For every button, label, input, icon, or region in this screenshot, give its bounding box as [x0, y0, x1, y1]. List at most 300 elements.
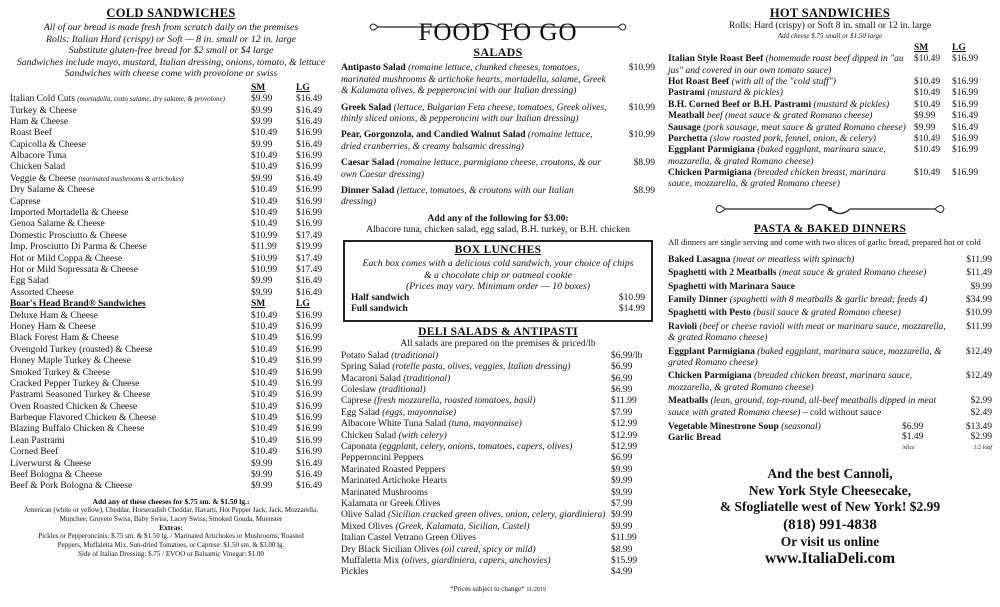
- pasta-item: [668, 282, 992, 293]
- item-name: Mixed Olives: [341, 521, 393, 532]
- lg-price: $16.49: [296, 276, 323, 287]
- meatballs-cold-price: $2.49: [970, 407, 992, 418]
- item-desc: (slow roasted pork, fennel, onion, & celery): [709, 133, 876, 144]
- deli-item: [341, 567, 655, 578]
- item-desc: (fresh mozzarella, roasted tomatoes, basil): [373, 396, 536, 407]
- item-desc: (with celery): [398, 430, 447, 441]
- item-label: [10, 174, 251, 185]
- lg-price: $16.99: [296, 162, 323, 173]
- cold-intro: [10, 22, 332, 80]
- item-name: Roast Beef: [10, 128, 52, 139]
- sm-price: $10.49: [251, 424, 278, 435]
- sm-label: SM: [251, 299, 266, 310]
- cold-sandwich-item: [10, 197, 332, 208]
- item-label: [341, 476, 611, 487]
- promo-line: & Sfogliatelle west of New York! $2.99: [719, 499, 941, 515]
- item-desc: (homemade roast beef dipped in "au jus" and covered in our own tomato sauce): [668, 54, 904, 76]
- item-name: Hot or Mild Coppa & Cheese: [10, 253, 123, 264]
- item-desc: (pork sausage, meat sauce & grated Romano cheese): [703, 122, 906, 133]
- sm-price: $10.49: [251, 162, 278, 173]
- cold-sandwich-item: [10, 219, 332, 230]
- sm-price: $10.49: [914, 88, 941, 99]
- promo-line: New York Style Cheesecake,: [748, 482, 912, 498]
- pasta-subtitle: All dinners are single serving and come with two slices of garlic bread, prepared hot or cold: [668, 236, 981, 247]
- item-label: [668, 88, 914, 99]
- sm-price: $10.49: [251, 435, 278, 446]
- meatballs-prices: [952, 396, 992, 419]
- cold-sandwich-item: [10, 254, 332, 265]
- item-name: Domestic Prosciutto & Cheese: [10, 230, 127, 241]
- cold-sandwich-item: [10, 242, 332, 253]
- lg-price: $16.99: [296, 208, 323, 219]
- box-lunches-box: [343, 240, 653, 321]
- boars-head-list: [10, 311, 332, 493]
- pasta-list: [668, 255, 992, 394]
- boars-head-item: [10, 424, 332, 435]
- item-price: $34.99: [965, 295, 992, 306]
- promo-line: And the best Cannoli,: [767, 466, 893, 482]
- sm-price: $10.49: [251, 128, 278, 139]
- deli-item: [341, 510, 655, 521]
- deli-item: [341, 431, 655, 442]
- item-name: Egg Salad: [10, 276, 49, 287]
- sm-price: $10.49: [251, 219, 278, 230]
- item-label: [341, 374, 611, 385]
- item-name: Muffaletta Mix: [341, 555, 400, 566]
- lg-label: LG: [296, 299, 310, 310]
- garlic-bread-slice-price: $1.49: [902, 432, 924, 443]
- item-name: Smoked Turkey & Cheese: [10, 367, 111, 378]
- soup-sm-price: $6.99: [902, 421, 924, 432]
- item-name: Assorted Cheese: [10, 287, 74, 298]
- item-label: [341, 408, 611, 419]
- item-desc: (meat or meatless with spinach): [732, 254, 855, 265]
- item-name: Kalamata or Greek Olives: [341, 498, 441, 509]
- item-desc: (olives, giardiniera, capers, anchovies): [401, 555, 551, 566]
- item-desc: (eggs, mayonnaise): [382, 407, 457, 418]
- item-label: [10, 151, 251, 162]
- item-desc: (with all of the "cold stuff"): [731, 76, 836, 87]
- lg-price: $16.49: [952, 111, 979, 122]
- cheese-list: American (white or yellow), Cheddar, Horseradish Cheddar, Havarti, Hot Pepper Jack, Jack, Mozzarella, Munchee, Gruyere Swiss, Baby Swiss, Lacey Swiss, Smoked Gouda, Muenster: [24, 505, 318, 523]
- item-label: [341, 556, 611, 567]
- deli-item: [341, 419, 655, 430]
- meatballs-cold: – cold without sauce: [802, 407, 882, 418]
- pasta-item: [668, 308, 992, 319]
- salad-item: [341, 158, 655, 181]
- boars-head-item: [10, 413, 332, 424]
- sm-price: $10.49: [914, 76, 941, 87]
- footnote-text: *Prices subject to change*: [450, 584, 525, 593]
- hot-size-header: [668, 43, 992, 54]
- box-lunches-title: BOX LUNCHES: [454, 244, 542, 257]
- item-name: Deluxe Ham & Cheese: [10, 310, 98, 321]
- item-label: [10, 208, 251, 219]
- meatballs-name: Meatballs: [668, 396, 709, 407]
- boars-head-item: [10, 390, 332, 401]
- lg-price: $17.49: [296, 264, 323, 275]
- hot-sandwich-item: [668, 100, 992, 111]
- lg-price: $16.99: [952, 168, 979, 179]
- item-price: $6.99/lb: [611, 350, 643, 361]
- soup-desc: (seasonal): [781, 421, 821, 432]
- lg-price: $16.99: [296, 310, 323, 321]
- item-name: Coleslaw: [341, 385, 377, 396]
- item-name: Spaghetti with Pesto: [668, 308, 751, 319]
- cold-size-header: [10, 83, 332, 94]
- item-label: [668, 347, 952, 370]
- item-desc: (romaine lettuce, dried cranberries, & creamy balsamic dressing): [341, 130, 593, 152]
- item-price: $12.49: [965, 346, 992, 357]
- garlic-bread-name: Garlic Bread: [668, 433, 721, 444]
- sm-price: $10.49: [251, 321, 278, 332]
- item-desc: (baked eggplant, marinara sauce, mozzarella, & grated Romano cheese): [668, 145, 886, 167]
- item-price: $12.99: [611, 430, 638, 441]
- meatballs-item: [668, 396, 992, 419]
- boars-head-item: [10, 481, 332, 492]
- item-price: $11.99: [611, 396, 637, 407]
- item-desc: (breaded chicken breast, marinara sauce, mozzarella, & grated Romano cheese): [668, 168, 886, 190]
- sm-price: $10.49: [251, 185, 278, 196]
- sm-price: $10.49: [251, 310, 278, 321]
- item-name: Corned Beef: [10, 447, 59, 458]
- lg-price: $16.99: [952, 145, 979, 156]
- item-label: [341, 453, 611, 464]
- salad-list: [341, 63, 655, 208]
- box-item-name: Full sandwich: [351, 304, 408, 315]
- deli-item: [341, 374, 655, 385]
- sm-price: $9.99: [251, 116, 273, 127]
- sm-price: $9.99: [251, 105, 273, 116]
- sm-price: $10.49: [251, 196, 278, 207]
- item-name: Hot or Mild Sopressata & Cheese: [10, 264, 138, 275]
- deli-item: [341, 351, 655, 362]
- lg-price: $16.99: [952, 133, 979, 144]
- deli-item: [341, 396, 655, 407]
- lg-price: $16.99: [296, 378, 323, 389]
- cold-intro-line: Rolls: Italian Hard (crispy) or Soft — 8 in. small or 12 in. large: [46, 33, 296, 45]
- cold-sandwich-item: [10, 185, 332, 196]
- cold-sandwich-item: [10, 265, 332, 276]
- lg-price: $16.99: [952, 76, 979, 87]
- item-desc: (basil sauce & grated Romano cheese): [753, 308, 901, 319]
- salad-addon-title: Add any of the following for $3.00:: [427, 213, 569, 224]
- item-price: $11.49: [966, 268, 992, 279]
- box-item: [351, 304, 645, 315]
- cheese-title: Add any of these cheeses for $.75 sm. & $1.50 lg.:: [92, 496, 250, 506]
- item-price: $10.99: [628, 102, 655, 113]
- item-name: Dry Black Sicilian Olives: [341, 544, 439, 555]
- sm-price: $9.99: [914, 111, 936, 122]
- item-price: $10.99: [965, 308, 992, 319]
- item-name: Spaghetti with 2 Meatballs: [668, 268, 777, 279]
- item-price: $6.99: [611, 362, 633, 373]
- lg-price: $16.99: [296, 333, 323, 344]
- item-price: $9.99: [611, 510, 633, 521]
- item-desc: beef (meat sauce & grated Romano cheese): [706, 111, 873, 122]
- salad-item: [341, 63, 655, 97]
- item-desc: (traditional): [403, 373, 451, 384]
- salad-item: [341, 103, 655, 126]
- item-label: [341, 499, 611, 510]
- item-name: Egg Salad: [341, 407, 380, 418]
- sm-price: $10.49: [914, 145, 941, 156]
- lg-price: $16.99: [296, 435, 323, 446]
- item-label: [341, 158, 615, 181]
- item-name: Honey Ham & Cheese: [10, 321, 96, 332]
- lg-price: $16.49: [296, 470, 323, 481]
- boars-head-item: [10, 345, 332, 356]
- item-label: [10, 117, 251, 128]
- boars-head-item: [10, 311, 332, 322]
- item-label: [668, 145, 914, 168]
- item-label: [341, 362, 611, 373]
- sm-label: SM: [914, 42, 929, 53]
- pasta-item: [668, 255, 992, 266]
- extras-title: Extras:: [159, 523, 183, 533]
- sm-price: $10.49: [251, 208, 278, 219]
- item-label: [341, 419, 611, 430]
- garlic-bread-item: [668, 433, 992, 452]
- cold-sandwich-item: [10, 162, 332, 173]
- sm-price: $9.99: [251, 139, 273, 150]
- item-price: $9.99: [970, 281, 992, 292]
- item-label: [341, 385, 611, 396]
- promo-block: [668, 466, 992, 569]
- website-link[interactable]: www.ItaliaDeli.com: [764, 550, 895, 568]
- hot-sandwich-item: [668, 168, 992, 191]
- garlic-bread-loaf: [952, 433, 992, 452]
- sm-price: $9.99: [251, 470, 273, 481]
- cold-sandwich-item: [10, 208, 332, 219]
- food-to-go-column: [341, 6, 655, 594]
- box-desc-line: (Prices may vary. Minimum order — 10 boxes): [405, 281, 591, 293]
- cold-sandwiches-title: COLD SANDWICHES: [106, 6, 236, 20]
- item-name: Liverwurst & Cheese: [10, 458, 92, 469]
- item-name: Marinated Roasted Peppers: [341, 464, 446, 475]
- extras-line: Pickles or Pepperoncinis: $.75 sm. & $1.50 lg. / Marinated Artichokes or Mushrooms, Roasted: [38, 532, 304, 541]
- lg-price: $16.99: [296, 344, 323, 355]
- deli-item: [341, 408, 655, 419]
- lg-price: $16.99: [296, 185, 323, 196]
- cold-intro-line: Sandwiches with cheese come with provolone or swiss: [64, 68, 278, 80]
- item-label: [668, 54, 914, 77]
- item-desc: (Greek, Kalamata, Sicilian, Castel): [395, 521, 530, 532]
- hot-sandwich-item: [668, 123, 992, 134]
- item-name: Beef & Pork Bologna & Cheese: [10, 481, 133, 492]
- item-price: $9.99: [611, 476, 633, 487]
- sm-price: $10.49: [251, 151, 278, 162]
- sm-price: $9.99: [251, 173, 273, 184]
- box-item-price: $14.99: [618, 304, 645, 315]
- item-desc: (lettuce, Bulgarian Feta cheese, tomatoes, Greek olives, thinly sliced onions, & pepperoncini with our Italian dressing): [341, 102, 607, 124]
- item-price: $10.99: [628, 130, 655, 141]
- item-name: Sausage: [668, 122, 701, 133]
- deli-item: [341, 476, 655, 487]
- item-label: [668, 77, 914, 88]
- item-label: [10, 94, 251, 105]
- item-price: $7.99: [611, 407, 633, 418]
- pasta-item: [668, 371, 992, 394]
- meatballs-desc: (lean, ground, top-round, all-beef meatballs dipped in meat sauce with grated Romano cheese): [668, 396, 937, 418]
- sm-price: $10.49: [251, 378, 278, 389]
- item-price: $6.99: [611, 373, 633, 384]
- sm-price: $10.49: [251, 367, 278, 378]
- lg-price: $16.49: [296, 105, 323, 116]
- item-label: [341, 465, 611, 476]
- phone-number: (818) 991-4838: [783, 516, 877, 533]
- garlic-bread-loaf-price: $2.99: [970, 432, 992, 443]
- item-name: Porchetta: [668, 133, 708, 144]
- item-desc: (Sicilian cracked green olives, onion, celery, giardiniera): [387, 510, 606, 521]
- deli-item: [341, 385, 655, 396]
- item-label: [668, 111, 914, 122]
- lg-price: $16.99: [296, 196, 323, 207]
- item-label: [668, 255, 952, 266]
- item-label: [10, 219, 251, 230]
- item-name: Pepperoncini Peppers: [341, 453, 424, 464]
- item-price: $9.99: [611, 521, 633, 532]
- box-desc-line: & a chocolate chip or oatmeal cookie: [423, 269, 572, 281]
- deli-item: [341, 545, 655, 556]
- lg-price: $17.49: [296, 253, 323, 264]
- deli-salads-title: DELI SALADS & ANTIPASTI: [418, 325, 578, 338]
- item-price: $8.99: [633, 185, 655, 196]
- sm-price: $10.49: [251, 447, 278, 458]
- item-label: [341, 103, 615, 126]
- boars-head-item: [10, 322, 332, 333]
- item-label: [10, 162, 251, 173]
- item-label: [10, 140, 251, 151]
- extras-line: Peppers, Muffaletta Mix, Sun-dried Tomatoes, or Caprese: $1.50 sm. & $3.00 lg.: [57, 541, 285, 550]
- item-label: [341, 533, 611, 544]
- lg-price: $16.49: [296, 481, 323, 492]
- item-price: $11.99: [966, 321, 992, 332]
- item-name: Albacore White Tuna Salad: [341, 419, 447, 430]
- item-label: [10, 276, 251, 287]
- sm-price: $9.99: [251, 287, 273, 298]
- sm-price: $11.99: [251, 242, 277, 253]
- lg-price: $16.99: [952, 88, 979, 99]
- soup-name: Vegetable Minestrone Soup: [668, 421, 779, 432]
- item-name: Ham & Cheese: [10, 116, 69, 127]
- item-note: (marinated mushrooms & artichokes): [78, 174, 184, 183]
- top-flourish-ornament: [341, 20, 655, 34]
- lg-price: $16.99: [296, 401, 323, 412]
- item-price: $11.99: [611, 533, 637, 544]
- deli-salads-subtitle: All salads are prepared on the premises & priced/lb: [400, 339, 596, 350]
- boars-head-item: [10, 470, 332, 481]
- boars-head-item: [10, 447, 332, 458]
- lg-price: $16.99: [296, 356, 323, 367]
- cold-sandwich-list: [10, 94, 332, 299]
- lg-price: $19.99: [296, 242, 323, 253]
- item-label: [668, 268, 952, 279]
- lg-price: $16.99: [296, 413, 323, 424]
- item-name: Beef Bologna & Cheese: [10, 470, 103, 481]
- item-name: Spring Salad: [341, 362, 390, 373]
- cold-sandwich-item: [10, 231, 332, 242]
- item-name: Turkey & Cheese: [10, 105, 77, 116]
- item-price: $8.99: [611, 544, 633, 555]
- sm-price: $10.49: [914, 168, 941, 179]
- item-desc: (breaded chicken breast, marinara sauce, mozzarella, & grated Romano cheese): [668, 371, 913, 393]
- item-label: [341, 488, 611, 499]
- boars-head-item: [10, 459, 332, 470]
- lg-price: $16.99: [296, 424, 323, 435]
- item-name: Eggplant Parmigiana: [668, 346, 755, 357]
- item-price: $12.99: [611, 419, 638, 430]
- item-label: [341, 431, 611, 442]
- visit-online: Or visit us online: [780, 534, 880, 550]
- soup-lg-price: $13.49: [965, 421, 992, 432]
- item-desc: (traditional): [378, 385, 426, 396]
- middle-flourish-ornament: [668, 201, 992, 217]
- item-price: $9.99: [611, 487, 633, 498]
- item-name: Chicken Parmigiana: [668, 168, 752, 179]
- item-name: Macaroni Salad: [341, 373, 401, 384]
- item-name: Marinated Mushrooms: [341, 487, 428, 498]
- item-price: $4.99: [611, 567, 633, 578]
- cold-sandwich-item: [10, 117, 332, 128]
- item-name: Caponata: [341, 442, 377, 452]
- sm-label: SM: [251, 82, 266, 93]
- item-name: B.H. Corned Beef or B.H. Pastrami: [668, 99, 812, 110]
- box-desc-line: Each box comes with a delicious cold sandwich, your choice of chips: [362, 258, 634, 270]
- hot-sandwich-item: [668, 88, 992, 99]
- item-name: Meatball: [668, 111, 705, 122]
- deli-item: [341, 465, 655, 476]
- item-label: [10, 185, 251, 196]
- lg-price: $16.49: [296, 116, 323, 127]
- lg-price: $16.99: [952, 99, 979, 110]
- deli-item: [341, 556, 655, 567]
- item-name: Pastrami: [668, 88, 705, 99]
- item-label: [668, 100, 914, 111]
- item-label: [668, 282, 952, 293]
- item-label: [341, 567, 611, 578]
- item-label: [10, 128, 251, 139]
- item-name: Caprese: [341, 396, 372, 407]
- boars-head-item: [10, 333, 332, 344]
- hot-sandwich-item: [668, 111, 992, 122]
- item-name: Barbeque Flavored Chicken & Cheese: [10, 413, 157, 424]
- lg-price: $16.99: [296, 447, 323, 458]
- sm-price: $10.49: [914, 133, 941, 144]
- item-desc: (oil cured, spicy or mild): [441, 544, 536, 555]
- item-name: Pear, Gorgonzola, and Candied Walnut Salad: [341, 130, 526, 141]
- item-name: Eggplant Parmigiana: [668, 145, 755, 156]
- lg-price: $16.99: [296, 128, 323, 139]
- item-name: Oven Roasted Chicken & Cheese: [10, 401, 138, 412]
- lg-price: $16.99: [952, 54, 979, 65]
- deli-item: [341, 533, 655, 544]
- salad-item: [341, 130, 655, 153]
- item-name: Marinated Artichoke Hearts: [341, 476, 448, 487]
- item-name: Chicken Parmigiana: [668, 371, 752, 382]
- item-name: Italian Cold Cuts: [10, 94, 75, 105]
- garlic-bread-loaf-note: 1/2 loaf: [973, 444, 992, 451]
- hot-sandwich-item: [668, 134, 992, 145]
- item-label: [10, 288, 251, 299]
- item-price: $8.99: [633, 158, 655, 169]
- item-price: $7.99: [611, 498, 633, 509]
- boars-head-item: [10, 368, 332, 379]
- item-label: [10, 106, 251, 117]
- item-label: [668, 134, 914, 145]
- item-price: $12.49: [965, 371, 992, 382]
- lg-price: $16.49: [296, 287, 323, 298]
